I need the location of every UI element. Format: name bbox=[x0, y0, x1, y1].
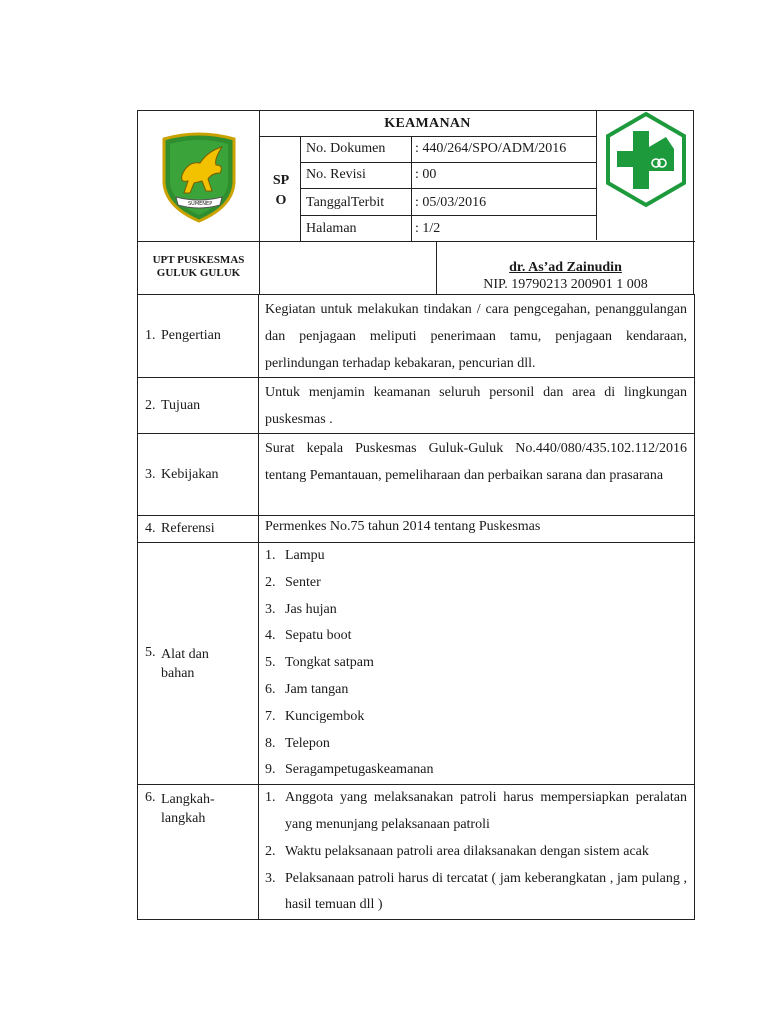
regency-crest-logo bbox=[160, 131, 238, 223]
meta-label-halaman: Halaman bbox=[306, 221, 357, 236]
meta-value-no-dokumen: : 440/264/SPO/ADM/2016 bbox=[415, 141, 567, 156]
meta-label-no-dokumen: No. Dokumen bbox=[306, 141, 386, 156]
section-label bbox=[138, 543, 259, 785]
section-title: Pengertian bbox=[161, 328, 221, 343]
list-item: 2. Senter bbox=[265, 574, 321, 590]
section-title: Tujuan bbox=[161, 397, 201, 413]
section-title: Alat dan bahan bbox=[161, 646, 209, 681]
list-item: 3. Jas hujan bbox=[265, 601, 337, 617]
list-item: 2. Waktu pelaksanaan patroli area dilaksanakan dengan sistem acak bbox=[265, 843, 649, 859]
meta-value-halaman: : 1/2 bbox=[415, 221, 441, 236]
list-item: 4. Sepatu boot bbox=[265, 628, 352, 644]
section-number: 3. bbox=[145, 466, 156, 482]
sop-document bbox=[137, 110, 694, 920]
section-row bbox=[138, 785, 695, 920]
section-number: 2. bbox=[145, 397, 156, 413]
section-row bbox=[138, 516, 695, 543]
section-title: Langkah- langkah bbox=[161, 792, 215, 827]
green-cross-logo-icon bbox=[604, 111, 689, 209]
list-item: 1. Anggota yang melaksanakan patroli harus mempersiapkan peralatan yang menunjang pelaksanaan patroli bbox=[265, 790, 687, 832]
section-number: 5. bbox=[145, 644, 156, 660]
meta-label-tanggal-terbit: TanggalTerbit bbox=[306, 195, 385, 210]
document-header bbox=[137, 110, 694, 295]
section-content bbox=[259, 785, 695, 920]
org-name: UPT PUSKESMAS GULUK GULUK bbox=[152, 254, 245, 279]
crest-ribbon-text: SUMENEP bbox=[188, 201, 213, 207]
section-content: Untuk menjamin keamanan seluruh personil dan area di lingkungan puskesmas . bbox=[259, 378, 695, 434]
sop-sections-table bbox=[137, 294, 695, 920]
section-number: 4. bbox=[145, 521, 156, 536]
section-label bbox=[138, 295, 259, 378]
steps-list bbox=[265, 785, 687, 919]
list-item: 1. Lampu bbox=[265, 548, 325, 563]
meta-value-no-revisi: : 00 bbox=[415, 167, 437, 182]
section-label bbox=[138, 434, 259, 516]
section-content: Kegiatan untuk melakukan tindakan / cara pengcegahan, penanggulangan dan penjagaan meliputi penerimaan tamu, penjagaan kendaraan, perlindungan terhadap kebakaran, pencurian dll. bbox=[259, 295, 695, 378]
signatory-name: dr. As’ad Zainudin bbox=[509, 260, 622, 275]
equipment-list bbox=[265, 543, 687, 784]
list-item: 5. Tongkat satpam bbox=[265, 655, 374, 671]
section-row bbox=[138, 543, 695, 785]
pegasus-crest-icon bbox=[160, 131, 238, 223]
list-item: 8. Telepon bbox=[265, 735, 330, 751]
list-item: 9. Seragampetugaskeamanan bbox=[265, 762, 434, 778]
section-title: Kebijakan bbox=[161, 466, 219, 482]
list-item: 3. Pelaksanaan patroli harus di tercatat ( jam keberangkatan , jam pulang , hasil temuan dll ) bbox=[265, 870, 687, 913]
section-row bbox=[138, 434, 695, 516]
section-number: 6. bbox=[145, 790, 156, 806]
section-number: 1. bbox=[145, 328, 156, 343]
section-title: Referensi bbox=[161, 521, 215, 536]
spo-label: SP O bbox=[272, 173, 290, 208]
section-content bbox=[259, 543, 695, 785]
signatory-nip: NIP. 19790213 200901 1 008 bbox=[483, 277, 648, 292]
list-item: 7. Kuncigembok bbox=[265, 708, 365, 724]
meta-label-no-revisi: No. Revisi bbox=[306, 167, 366, 182]
section-content: Permenkes No.75 tahun 2014 tentang Puskesmas bbox=[259, 516, 695, 543]
section-label bbox=[138, 785, 259, 920]
section-label bbox=[138, 516, 259, 543]
document-title: KEAMANAN bbox=[384, 116, 471, 131]
meta-value-tanggal-terbit: : 05/03/2016 bbox=[415, 195, 487, 210]
list-item: 6. Jam tangan bbox=[265, 681, 349, 697]
section-content: Surat kepala Puskesmas Guluk-Guluk No.440/080/435.102.112/2016 tentang Pemantauan, pemeliharaan dan perbaikan sarana dan prasarana bbox=[259, 434, 695, 516]
section-row bbox=[138, 295, 695, 378]
section-row bbox=[138, 378, 695, 434]
puskesmas-logo bbox=[604, 111, 689, 209]
section-label bbox=[138, 378, 259, 434]
